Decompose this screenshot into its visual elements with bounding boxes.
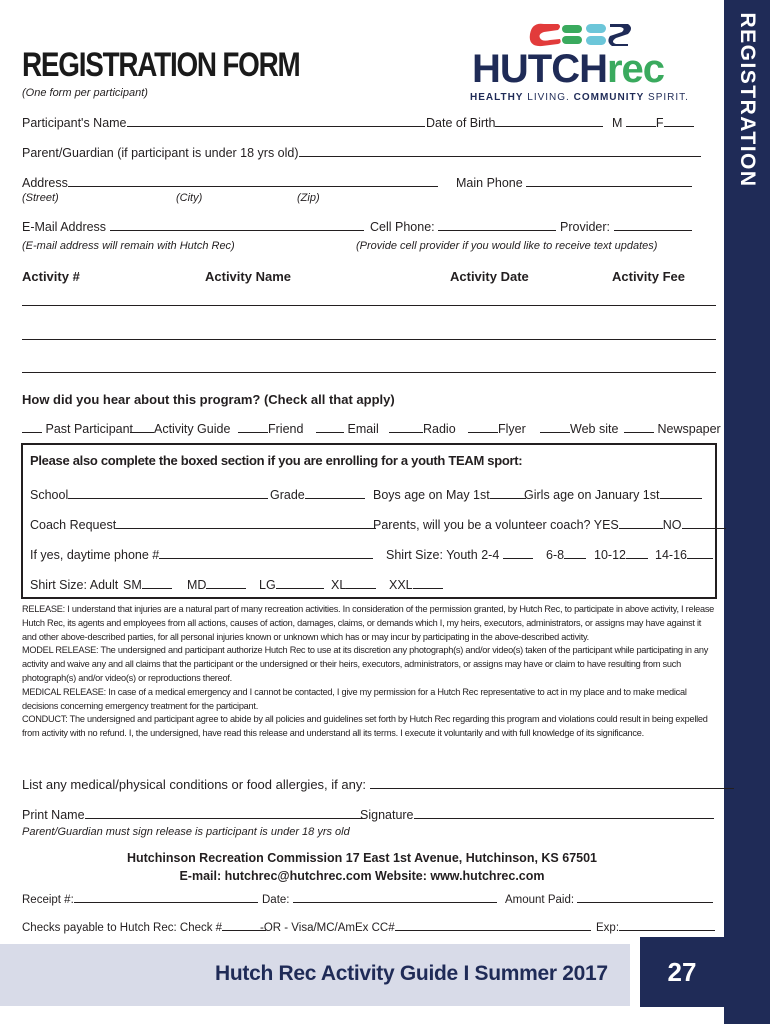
signature-field[interactable]: Signature: [360, 808, 714, 822]
hear-activity-guide[interactable]: Activity Guide: [130, 422, 230, 436]
team-heading: Please also complete the boxed section if you are enrolling for a youth TEAM sport:: [30, 453, 523, 468]
cell-note: (Provide cell provider if you would like to receive text updates): [356, 240, 658, 252]
amount-paid-field[interactable]: Amount Paid:: [505, 894, 713, 906]
shirt-adult-xl[interactable]: XL: [331, 578, 376, 592]
shirt-youth-24[interactable]: Shirt Size: Youth 2-4: [386, 548, 533, 562]
hear-flyer[interactable]: Flyer: [468, 422, 526, 436]
zip-label: (Zip): [297, 192, 320, 204]
city-label: (City): [176, 192, 203, 204]
form-title: REGISTRATION FORM: [22, 46, 300, 84]
activity-date-header: Activity Date: [450, 269, 529, 284]
boys-age-field[interactable]: Boys age on May 1st: [373, 488, 526, 502]
address-field[interactable]: Address: [22, 176, 438, 190]
shirt-youth-68[interactable]: 6-8: [546, 548, 586, 562]
email-field[interactable]: E-Mail Address: [22, 220, 364, 234]
hear-newspaper[interactable]: Newspaper: [624, 422, 721, 436]
participant-name-field[interactable]: Participant's Name: [22, 116, 425, 130]
release-text: [22, 603, 716, 741]
parent-guardian-field[interactable]: Parent/Guardian (if participant is under 18 yrs old): [22, 146, 701, 160]
medical-conditions-field[interactable]: List any medical/physical conditions or food allergies, if any:: [22, 777, 734, 792]
contact-email-website: E-mail: hutchrec@hutchrec.com Website: www.hutchrec.com: [179, 869, 545, 883]
activity-name-header: Activity Name: [205, 269, 291, 284]
hear-past-participant[interactable]: Past Participant: [22, 422, 133, 436]
hear-friend[interactable]: Friend: [238, 422, 303, 436]
cell-phone-field[interactable]: Cell Phone:: [370, 220, 556, 234]
daytime-phone-field[interactable]: If yes, daytime phone #: [30, 548, 373, 562]
logo-tagline: HEALTHY LIVING. COMMUNITY SPIRIT.: [470, 92, 689, 103]
provider-field[interactable]: Provider:: [560, 220, 692, 234]
page-number: 27: [640, 937, 724, 1007]
grade-field[interactable]: Grade: [270, 488, 365, 502]
expiration-field[interactable]: Exp:: [596, 922, 715, 934]
sign-note: Parent/Guardian must sign release is participant is under 18 yrs old: [22, 826, 350, 838]
logo-wordmark: HUTCHrec: [472, 47, 665, 91]
release-paragraph: RELEASE: I understand that injuries are a natural part of many recreation activities. In consideration of the permission granted, by Hutch Rec, to participate in above activity, I release Hutch Rec, its agents and employees from all actions, causes of action, damages, claims, or demands which I, my heirs, executors, administrators, or assigns may have against it and other above-described parties, for all personal injuries known or unknown which has or may incur by participating in the above-described activity.: [22, 604, 715, 642]
shirt-youth-1012[interactable]: 10-12: [594, 548, 648, 562]
receipt-field[interactable]: Receipt #:: [22, 894, 258, 906]
footer-title: Hutch Rec Activity Guide I Summer 2017: [215, 962, 608, 985]
conduct-paragraph: CONDUCT: The undersigned and participant agree to abide by all policies and guidelines set forth by Hutch Rec regarding this program and violations could result in being expelled from activity with no refund. I, the undersigned, have read this release and understand all its terms. I execute it voluntarily and with full knowledge of its significance.: [22, 714, 708, 739]
hear-radio[interactable]: Radio: [389, 422, 456, 436]
activity-fee-header: Activity Fee: [612, 269, 685, 284]
shirt-adult-sm[interactable]: SM: [123, 578, 172, 592]
model-release-paragraph: MODEL RELEASE: The undersigned and participant authorize Hutch Rec to use at its discretion any photograph(s) and/or video(s) taken of the participant while participating in any activity and waive any and all claims that the participant or the undersigned or their heirs, executors, administrators, or assigns may have or claim to have resulting from such photograph(s) and/or video(s) or reproductions thereof.: [22, 645, 709, 683]
date-of-birth-field[interactable]: Date of Birth: [426, 116, 603, 130]
form-subtitle: (One form per participant): [22, 87, 148, 99]
girls-age-field[interactable]: Girls age on January 1st: [524, 488, 702, 502]
activity-line-1[interactable]: [22, 305, 716, 306]
hear-email[interactable]: Email: [316, 422, 379, 436]
shirt-adult-xxl[interactable]: XXL: [389, 578, 443, 592]
coach-request-field[interactable]: Coach Request: [30, 518, 376, 532]
medical-release-paragraph: MEDICAL RELEASE: In case of a medical emergency and I cannot be contacted, I give my permission for a Hutch Rec representative to act in my place and to make medical decisions concerning emergency treatment for the participant.: [22, 686, 687, 711]
print-name-field[interactable]: Print Name: [22, 808, 363, 822]
shirt-youth-1416[interactable]: 14-16: [655, 548, 713, 562]
side-tab-label: REGISTRATION: [736, 12, 759, 188]
activity-number-header: Activity #: [22, 269, 80, 284]
hutchrec-logo-icon: [528, 20, 634, 48]
main-phone-field[interactable]: Main Phone: [456, 176, 692, 190]
shirt-adult-lg[interactable]: LG: [259, 578, 324, 592]
email-note: (E-mail address will remain with Hutch Rec): [22, 240, 235, 252]
gender-field[interactable]: M F: [612, 116, 694, 130]
shirt-adult-md[interactable]: MD: [187, 578, 246, 592]
contact-address: Hutchinson Recreation Commission 17 East 1st Avenue, Hutchinson, KS 67501: [126, 851, 598, 865]
check-number-field[interactable]: Checks payable to Hutch Rec: Check #: [22, 922, 266, 934]
activity-line-2[interactable]: [22, 339, 716, 340]
date-field[interactable]: Date:: [262, 894, 497, 906]
hear-question: How did you hear about this program? (Check all that apply): [22, 392, 395, 407]
hear-website[interactable]: Web site: [540, 422, 618, 436]
activity-line-3[interactable]: [22, 372, 716, 373]
street-label: (Street): [22, 192, 59, 204]
volunteer-coach-field[interactable]: Parents, will you be a volunteer coach? YES NO: [373, 518, 726, 532]
school-field[interactable]: School: [30, 488, 268, 502]
credit-card-field[interactable]: -OR - Visa/MC/AmEx CC#: [260, 922, 591, 934]
shirt-adult-label: Shirt Size: Adult: [30, 578, 119, 592]
